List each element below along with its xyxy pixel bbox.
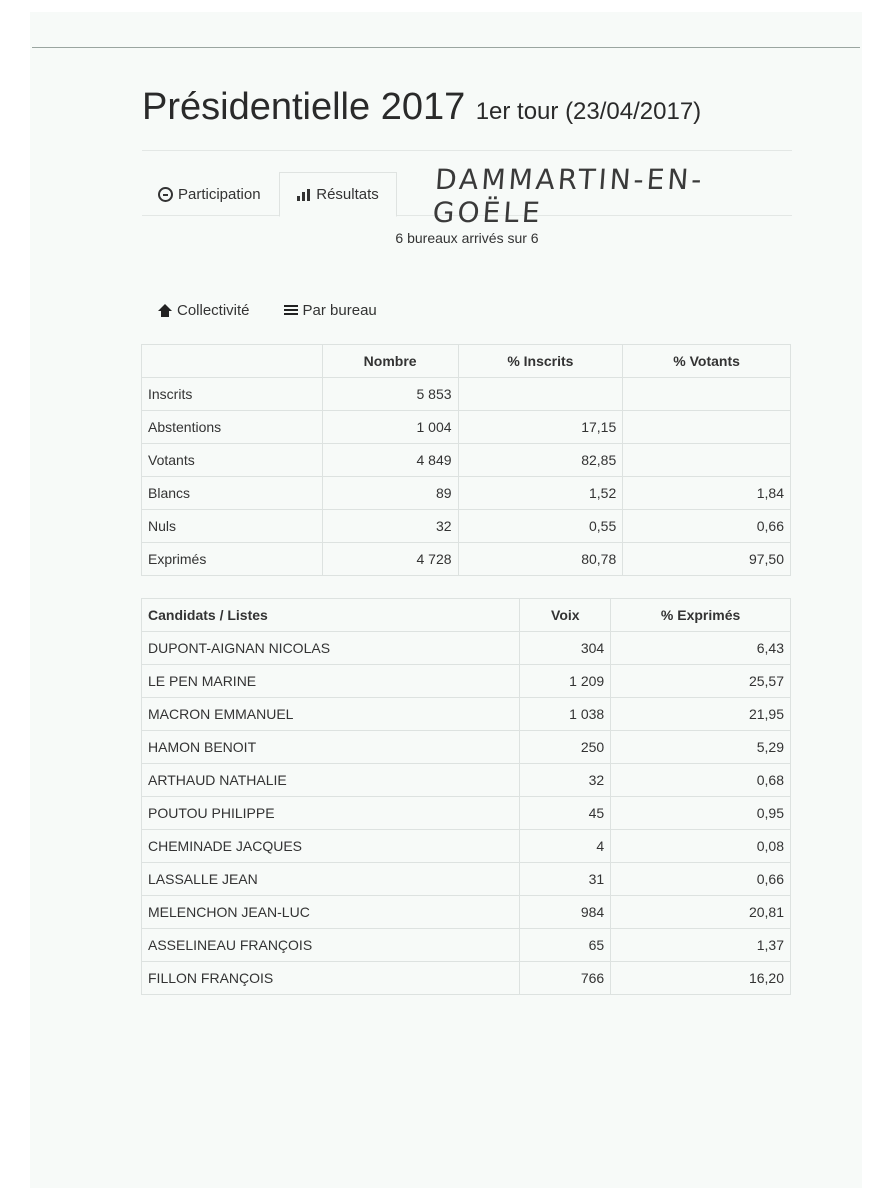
page-title xyxy=(142,86,701,129)
row-label: Votants xyxy=(142,444,323,477)
row-label: LE PEN MARINE xyxy=(142,665,520,698)
table-row xyxy=(142,444,791,477)
table-cell: 1 004 xyxy=(322,411,458,444)
row-label: ARTHAUD NATHALIE xyxy=(142,764,520,797)
table-cell: 0,55 xyxy=(458,510,623,543)
table-cell: 16,20 xyxy=(611,962,791,995)
table-cell xyxy=(623,444,791,477)
table-row xyxy=(142,731,791,764)
row-label: Blancs xyxy=(142,477,323,510)
tab-resultats[interactable] xyxy=(279,172,397,217)
table-row xyxy=(142,962,791,995)
table-cell: 0,66 xyxy=(611,863,791,896)
tab-participation-label: Participation xyxy=(178,185,261,203)
table-cell: 1 209 xyxy=(520,665,611,698)
table-cell: 32 xyxy=(322,510,458,543)
subnav-collectivite-label: Collectivité xyxy=(177,302,250,319)
table-header-row xyxy=(142,599,791,632)
table-cell: 89 xyxy=(322,477,458,510)
bar-chart-icon xyxy=(297,189,311,201)
table-cell: 4 849 xyxy=(322,444,458,477)
column-header xyxy=(142,345,323,378)
row-label: FILLON FRANÇOIS xyxy=(142,962,520,995)
table-cell: 31 xyxy=(520,863,611,896)
participation-table xyxy=(141,344,791,576)
column-header: Candidats / Listes xyxy=(142,599,520,632)
table-cell: 0,68 xyxy=(611,764,791,797)
home-icon xyxy=(158,304,172,317)
table-cell: 82,85 xyxy=(458,444,623,477)
table-cell: 1 038 xyxy=(520,698,611,731)
table-row xyxy=(142,764,791,797)
table-cell: 80,78 xyxy=(458,543,623,576)
table-row xyxy=(142,698,791,731)
row-label: DUPONT-AIGNAN NICOLAS xyxy=(142,632,520,665)
subnav-par-bureau-label: Par bureau xyxy=(302,302,377,319)
row-label: LASSALLE JEAN xyxy=(142,863,520,896)
table-cell xyxy=(623,411,791,444)
table-header-row xyxy=(142,345,791,378)
tab-participation[interactable] xyxy=(158,175,261,213)
bureaux-status: 6 bureaux arrivés sur 6 xyxy=(395,230,539,246)
table-cell: 32 xyxy=(520,764,611,797)
column-header: % Votants xyxy=(623,345,791,378)
table-cell xyxy=(458,378,623,411)
table-row xyxy=(142,477,791,510)
table-cell: 0,95 xyxy=(611,797,791,830)
table-row xyxy=(142,632,791,665)
table-cell: 4 728 xyxy=(322,543,458,576)
row-label: CHEMINADE JACQUES xyxy=(142,830,520,863)
row-label: Nuls xyxy=(142,510,323,543)
table-cell: 5 853 xyxy=(322,378,458,411)
table-cell: 45 xyxy=(520,797,611,830)
column-header: Nombre xyxy=(322,345,458,378)
subnav-par-bureau[interactable] xyxy=(284,302,377,319)
subnav xyxy=(158,302,377,319)
table-row xyxy=(142,863,791,896)
table-cell xyxy=(623,378,791,411)
handwritten-note: DAMMARTIN-EN-GOËLE xyxy=(431,163,706,229)
table-row xyxy=(142,510,791,543)
row-label: POUTOU PHILIPPE xyxy=(142,797,520,830)
table-row xyxy=(142,665,791,698)
table-row xyxy=(142,543,791,576)
title-sub: 1er tour (23/04/2017) xyxy=(475,98,702,125)
tab-bar xyxy=(142,150,792,229)
table-cell: 304 xyxy=(520,632,611,665)
table-cell: 21,95 xyxy=(611,698,791,731)
candidates-table xyxy=(141,598,791,995)
title-main: Présidentielle 2017 xyxy=(142,86,466,128)
column-header: % Inscrits xyxy=(458,345,623,378)
table-cell: 0,08 xyxy=(611,830,791,863)
table-cell: 4 xyxy=(520,830,611,863)
table-cell: 6,43 xyxy=(611,632,791,665)
table-row xyxy=(142,411,791,444)
table-cell: 17,15 xyxy=(458,411,623,444)
table-cell: 1,84 xyxy=(623,477,791,510)
scan-edge-line xyxy=(32,47,860,48)
row-label: Exprimés xyxy=(142,543,323,576)
tab-resultats-label: Résultats xyxy=(316,186,379,203)
row-label: MACRON EMMANUEL xyxy=(142,698,520,731)
table-cell: 250 xyxy=(520,731,611,764)
row-label: MELENCHON JEAN-LUC xyxy=(142,896,520,929)
table-cell: 766 xyxy=(520,962,611,995)
row-label: HAMON BENOIT xyxy=(142,731,520,764)
column-header: Voix xyxy=(520,599,611,632)
table-row xyxy=(142,929,791,962)
table-row xyxy=(142,830,791,863)
row-label: ASSELINEAU FRANÇOIS xyxy=(142,929,520,962)
table-cell: 25,57 xyxy=(611,665,791,698)
table-cell: 5,29 xyxy=(611,731,791,764)
row-label: Inscrits xyxy=(142,378,323,411)
clock-icon xyxy=(158,187,173,202)
table-cell: 1,37 xyxy=(611,929,791,962)
row-label: Abstentions xyxy=(142,411,323,444)
list-icon xyxy=(284,305,298,317)
table-cell: 984 xyxy=(520,896,611,929)
table-row xyxy=(142,378,791,411)
table-cell: 20,81 xyxy=(611,896,791,929)
subnav-collectivite[interactable] xyxy=(158,302,250,319)
table-cell: 0,66 xyxy=(623,510,791,543)
column-header: % Exprimés xyxy=(611,599,791,632)
table-cell: 1,52 xyxy=(458,477,623,510)
table-cell: 97,50 xyxy=(623,543,791,576)
table-cell: 65 xyxy=(520,929,611,962)
table-row xyxy=(142,797,791,830)
table-row xyxy=(142,896,791,929)
